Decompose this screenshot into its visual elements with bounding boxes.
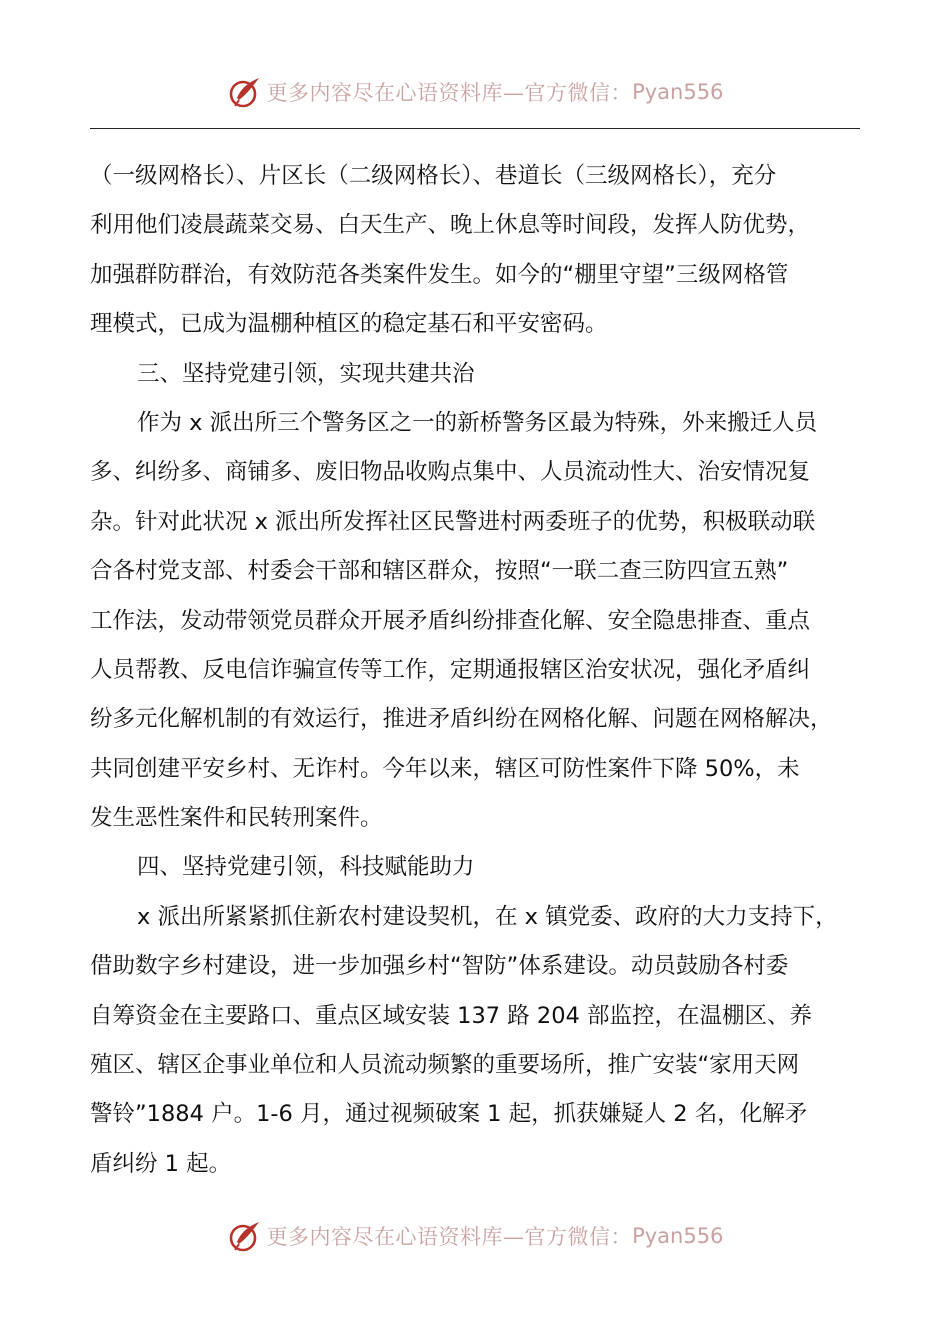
body-line-12: 纷多元化解机制的有效运行，推进矛盾纠纷在网格化解、问题在网格解决， — [90, 706, 833, 733]
document-body — [90, 152, 860, 1189]
body-line-10: 工作法，发动带领党员群众开展矛盾纠纷排查化解、安全隐患排查、重点 — [90, 607, 811, 634]
body-line-6: 作为 x 派出所三个警务区之一的新桥警务区最为特殊，外来搬迁人员 — [137, 409, 818, 436]
footer-banner-id: Pyan556 — [632, 1224, 724, 1248]
body-line-21: 盾纠纷 1 起。 — [90, 1150, 232, 1177]
body-line-8: 杂。针对此状况 x 派出所发挥社区民警进村两委班子的优势，积极联动联 — [90, 508, 816, 535]
section-heading-3: 三、坚持党建引领，实现共建共治 — [137, 360, 475, 387]
header-banner-text: 更多内容尽在心语资料库—官方微信： — [266, 81, 633, 105]
body-line-18: 自筹资金在主要路口、重点区域安装 137 路 204 部监控，在温棚区、养 — [90, 1002, 813, 1029]
body-line-14: 发生恶性案件和民转刑案件。 — [90, 805, 383, 832]
quill-seal-icon — [227, 1218, 263, 1254]
body-line-16: x 派出所紧紧抓住新农村建设契机，在 x 镇党委、政府的大力支持下， — [137, 903, 838, 930]
body-line-9: 合各村党支部、村委会干部和辖区群众，按照“一联二查三防四宣五熟” — [90, 558, 789, 585]
section-heading-4: 四、坚持党建引领，科技赋能助力 — [137, 854, 475, 881]
footer-banner-text: 更多内容尽在心语资料库—官方微信： — [266, 1225, 633, 1249]
body-line-3: 加强群防群治，有效防范各类案件发生。如今的“棚里守望”三级网格管 — [90, 261, 789, 288]
header-divider — [90, 128, 860, 129]
body-line-20: 警铃”1884 户。1-6 月，通过视频破案 1 起，抓获嫌疑人 2 名，化解矛 — [90, 1101, 808, 1128]
quill-seal-icon — [227, 74, 263, 110]
header-watermark-banner — [0, 70, 950, 114]
footer-watermark-banner — [0, 1214, 950, 1258]
body-line-4: 理模式，已成为温棚种植区的稳定基石和平安密码。 — [90, 311, 608, 338]
body-line-7: 多、纠纷多、商铺多、废旧物品收购点集中、人员流动性大、治安情况复 — [90, 459, 811, 486]
body-line-11: 人员帮教、反电信诈骗宣传等工作，定期通报辖区治安状况，强化矛盾纠 — [90, 656, 811, 683]
body-line-2: 利用他们凌晨蔬菜交易、白天生产、晚上休息等时间段，发挥人防优势， — [90, 212, 811, 239]
body-line-13: 共同创建平安乡村、无诈村。今年以来，辖区可防性案件下降 50%，未 — [90, 755, 800, 782]
header-banner-id: Pyan556 — [632, 80, 724, 104]
body-line-1: （一级网格长）、片区长（二级网格长）、巷道长（三级网格长），充分 — [90, 163, 777, 189]
body-line-17: 借助数字乡村建设，进一步加强乡村“智防”体系建设。动员鼓励各村委 — [90, 953, 789, 980]
body-line-19: 殖区、辖区企事业单位和人员流动频繁的重要场所，推广安装“家用天网 — [90, 1052, 800, 1079]
